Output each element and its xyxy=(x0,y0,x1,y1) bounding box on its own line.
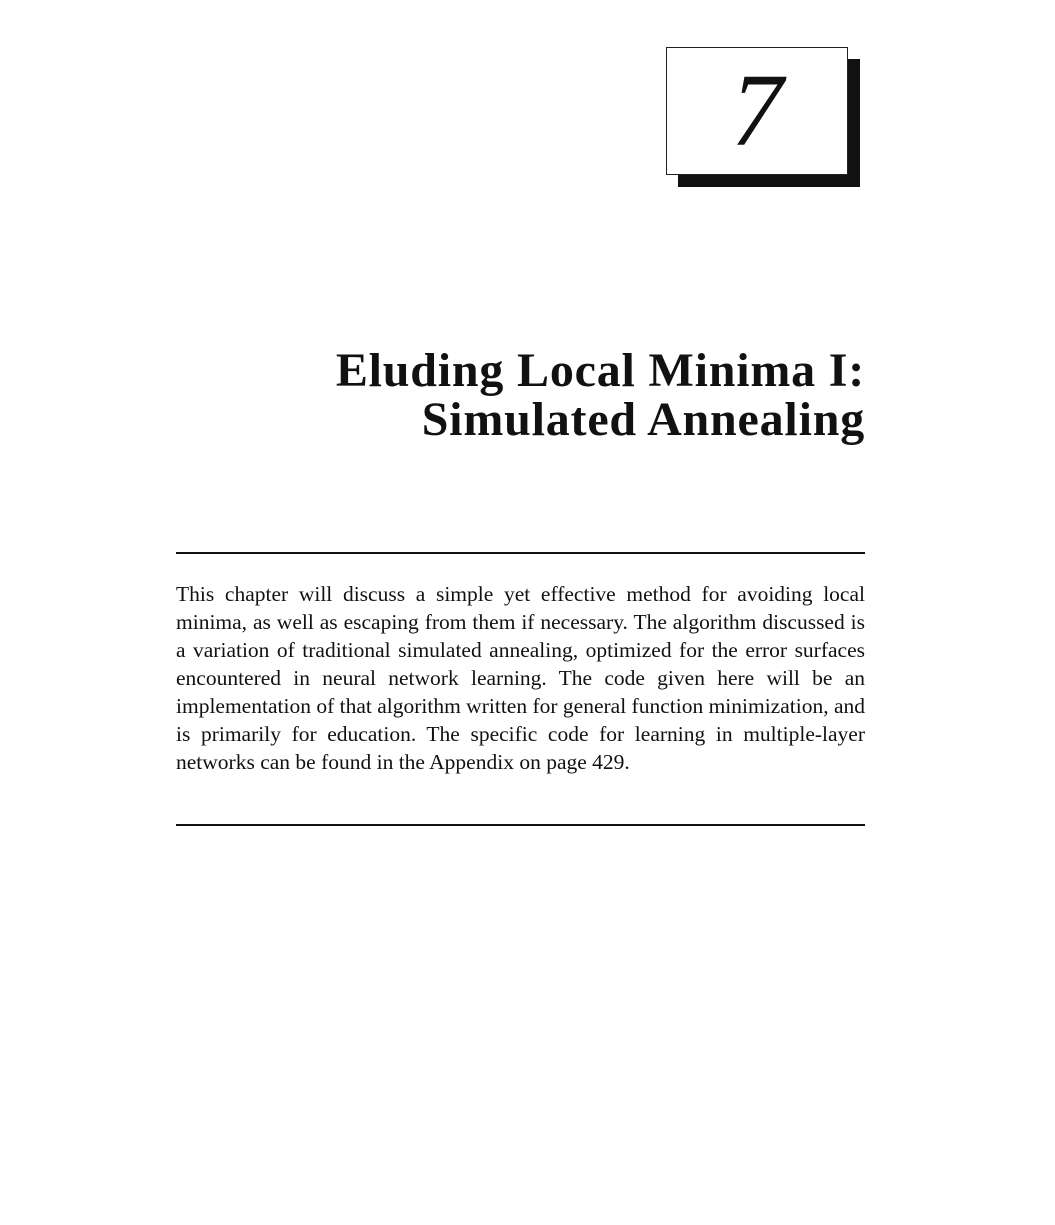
chapter-number-box xyxy=(666,47,848,175)
chapter-number: 7 xyxy=(731,53,783,168)
chapter-title xyxy=(200,346,865,444)
bottom-divider xyxy=(176,824,865,826)
chapter-title-line-1: Eluding Local Minima I: xyxy=(335,344,865,397)
top-divider xyxy=(176,552,865,554)
chapter-abstract: This chapter will discuss a simple yet effective method for avoiding local minima, as well as escaping from them if necessary. The algorithm discussed is a variation of traditional simulated annealing, optimized for the error surfaces encountered in neural network learning. The code given here will be an implementation of that algorithm written for general function minimization, and is primarily for education. The specific code for learning in multiple-layer networks can be found in the Appendix on page 429. xyxy=(176,582,866,774)
chapter-title-line-2: Simulated Annealing xyxy=(421,393,865,446)
